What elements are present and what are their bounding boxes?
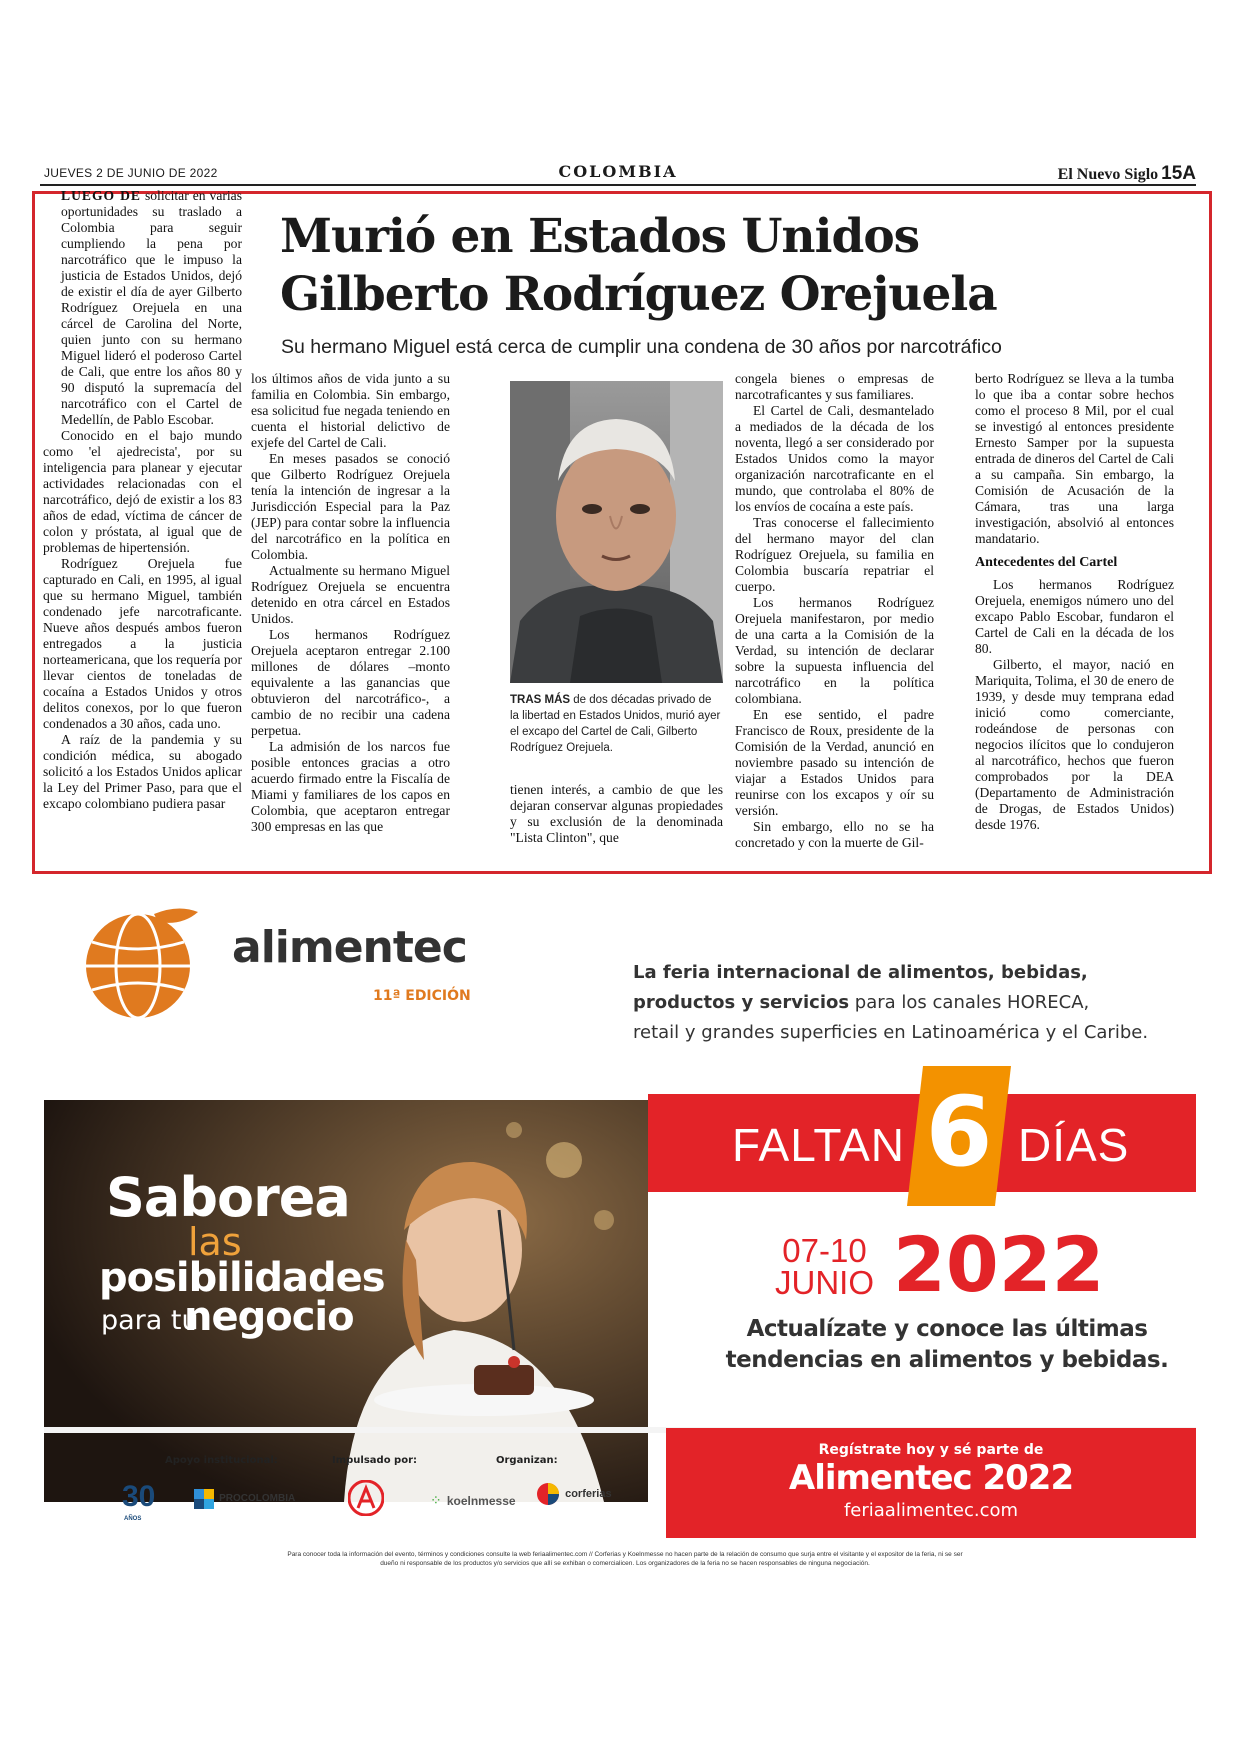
logo-30-anos	[122, 1480, 156, 1522]
logo-30-sub: AÑOS	[124, 1516, 142, 1522]
photo-caption	[510, 692, 723, 756]
article-deck: Su hermano Miguel está cerca de cumplir una condena de 30 años por narcotráfico	[281, 336, 1002, 358]
hero-word-saborea: Saborea	[106, 1166, 350, 1229]
corferias-logo	[536, 1482, 612, 1506]
newspaper-name	[1058, 163, 1196, 185]
ad-sub-line-2: tendencias en alimentos y bebidas.	[725, 1347, 1169, 1373]
paragraph: berto Rodríguez se lleva a la tumba lo que iba a contar sobre hechos como el proceso 8 Mil, por el cual se investigó al entonces presidente Ernesto Samper por la supuesta entrada de dineros del Cartel de Cali a su campaña. Sin embargo, la Comisión de Acusación de la Cámara, tras una larga investigación, absolvió al entonces mandatario.	[975, 371, 1174, 546]
register-line-2: Alimentec 2022	[788, 1458, 1074, 1498]
event-year: 2022	[893, 1220, 1105, 1309]
paragraph: Gilberto, el mayor, nació en Mariquita, Tolima, el 30 de enero de 1939, y desde muy temprana edad inició como comerciante, rodeándose de personas con negocios ilícitos que lo condujeron al narcotráfico, hechos que fueron comprobados por la DEA (Departamento de Administración de Drogas, de Estados Unidos) desde 1976.	[975, 657, 1174, 832]
headline-line-1: Murió en Estados Unidos	[280, 209, 920, 264]
ad-fine-print: Para conocer toda la información del evento, términos y condiciones consulte la web feriaalimentec.com // Corferias y Koelnmesse no hacen parte de la relación de consumo que surja entre el visitante y el expositor de la feria, ni se ser dueño ni responsable de los productos y/o servicios que allí se exhiban o comercialicen. Los organizadores de la feria no se hacen responsables de ninguna negociación.	[287, 1551, 963, 1567]
hero-word-para-tu: para tu	[101, 1305, 199, 1336]
tagline-line-2-bold: productos y servicios	[633, 992, 850, 1013]
organizers-label: Organizan:	[496, 1455, 558, 1466]
logo-30-number: 30	[122, 1480, 156, 1513]
procolombia-text: PROCOLOMBIA	[219, 1493, 296, 1504]
paragraph: En ese sentido, el padre Francisco de Roux, presidente de la Comisión de la Verdad, anunció en noviembre pasado su intención de viajar a Estados Unidos para reunirse con los excapos y oír su versión.	[735, 707, 934, 818]
paragraph: Tras conocerse el fallecimiento del hermano mayor del clan Rodríguez Orejuela, su familia en Colombia buscaría repatriar el cuerpo.	[735, 515, 934, 594]
alimentec-advertisement[interactable]	[0, 880, 1240, 1580]
countdown-dias: DÍAS	[1018, 1119, 1130, 1171]
article-column-5	[975, 371, 1174, 833]
ad-tagline	[633, 958, 1193, 1048]
register-line-1: Regístrate hoy y sé parte de	[818, 1442, 1044, 1458]
paragraph: El Cartel de Cali, desmantelado a mediados de la década de los noventa, llegó a ser considerado por Estados Unidos como la mayor organización narcotraficante en el mundo, que controlaba el 80% de los envíos de cocaína a este país.	[735, 403, 934, 514]
paragraph: Los hermanos Rodríguez Orejuela, enemigos número uno del excapo Pablo Escobar, fundaron el Cartel de Cali en la década de los 80.	[975, 577, 1174, 656]
paragraph: Conocido en el bajo mundo como 'el ajedrecista', por su inteligencia para planear y ejecutar actividades relacionadas con el narcotráfico, dejó de existir a los 83 años de edad, víctima de cáncer de colon y próstata, al igual que de problemas de hipertensión.	[43, 428, 242, 555]
driven-by-label: Impulsado por:	[332, 1455, 418, 1466]
newspaper-title: El Nuevo Siglo	[1057, 166, 1159, 183]
paragraph: Rodríguez Orejuela fue capturado en Cali, en 1995, al igual que su hermano Miguel, también condenado jefe narcotraficante. Nueve años después ambos fueron entregados a la justicia norteamericana, que los requería por llevar cientos de toneladas de cocaína a Estados Unidos y otros delitos conexos, por lo que fueron condenados a 30 años, cada uno.	[43, 556, 242, 731]
paragraph: Actualmente su hermano Miguel Rodríguez Orejuela se encuentra detenido en otra cárcel en Estados Unidos.	[251, 563, 450, 626]
tagline-line-3: retail y grandes superficies en Latinoamérica y el Caribe.	[633, 1022, 1149, 1043]
alimentec-logo-text: alimentec	[232, 922, 467, 973]
paragraph: los últimos años de vida junto a su familia en Colombia. Sin embargo, esa solicitud fue negada teniendo en cuenta el historial delictivo de exjefe del Cartel de Cali.	[251, 371, 450, 450]
edition-label: 11ª EDICIÓN	[373, 988, 471, 1004]
paragraph: La admisión de los narcos fue posible entonces gracias a otro acuerdo firmado entre la Fiscalía de Miami y familiares de los capos en Colombia, que aceptaron entregar 300 empresas en las que	[251, 739, 450, 834]
portrait-photo	[510, 381, 723, 683]
procolombia-square-icon	[194, 1489, 214, 1509]
paragraph: Los hermanos Rodríguez Orejuela aceptaron entregar 2.100 millones de dólares –monto equivalente a las ganancias que obtuvieron del narcotráfico-, a cambio de no recibir una cadena perpetua.	[251, 627, 450, 738]
article-column-2	[251, 371, 450, 835]
issue-date: JUEVES 2 DE JUNIO DE 2022	[44, 166, 218, 180]
hero-word-posibilidades: posibilidades	[99, 1255, 385, 1301]
corferias-icon	[536, 1482, 560, 1506]
countdown-faltan: FALTAN	[732, 1119, 905, 1171]
page-number: 15A	[1161, 163, 1196, 184]
paragraph: A raíz de la pandemia y su condición médica, su abogado solicitó a los Estados Unidos aplicar la Ley del Primer Paso, para que el excapo colombiano pudiera pasar	[43, 732, 242, 811]
caption-lead: TRAS MÁS	[510, 694, 571, 706]
anuga-icon	[348, 1480, 384, 1516]
ad-subheading	[712, 1314, 1182, 1376]
paragraph: En meses pasados se conoció que Gilberto Rodríguez Orejuela tenía la intención de ingresar a la Jurisdicción Especial para la Paz (JEP) para contar sobre la influencia del narcotráfico en la política en Colombia.	[251, 451, 450, 562]
section-title: COLOMBIA	[558, 162, 678, 181]
article-headline	[280, 208, 1200, 324]
tagline-line-1: La feria internacional de alimentos, bebidas,	[633, 962, 1088, 983]
paragraph	[43, 188, 242, 428]
register-website-link[interactable]: feriaalimentec.com	[843, 1500, 1019, 1521]
corferias-text: corferias	[565, 1488, 612, 1500]
section-subheading: Antecedentes del Cartel	[975, 555, 1118, 570]
koelnmesse-dots-icon: ⁘	[430, 1493, 442, 1509]
event-month: JUNIO	[775, 1264, 874, 1301]
page-header	[40, 160, 1196, 186]
hero-word-las: las	[188, 1220, 242, 1264]
support-label: Apoyo institucional:	[165, 1455, 278, 1466]
alimentec-globe-icon	[78, 904, 208, 1022]
countdown-days-number: 6	[925, 1076, 993, 1188]
headline-line-2: Gilberto Rodríguez Orejuela	[280, 267, 997, 322]
paragraph: congela bienes o empresas de narcotraficantes y sus familiares.	[735, 371, 934, 402]
lead-in: LUEGO DE	[61, 188, 141, 203]
koelnmesse-text: koelnmesse	[446, 1494, 516, 1508]
caption-text: de dos décadas privado de la libertad en Estados Unidos, murió ayer el excapo del Cartel de Cali, Gilberto Rodríguez Orejuela.	[510, 694, 721, 754]
hero-word-negocio: negocio	[184, 1294, 354, 1340]
news-article	[32, 188, 1212, 874]
paragraph: tienen interés, a cambio de que les dejaran conservar algunas propiedades y su exclusión de la denominada "Lista Clinton", que	[510, 782, 723, 845]
article-column-1	[43, 188, 242, 812]
event-days: 07-10	[782, 1232, 867, 1269]
paragraph: Los hermanos Rodríguez Orejuela manifestaron, por medio de una carta a la Comisión de la Verdad, su intención de declarar sobre la supuesta influencia del narcotráfico en la política colombiana.	[735, 595, 934, 706]
koelnmesse-logo	[430, 1490, 516, 1509]
portrait-illustration	[510, 381, 723, 683]
event-dates	[775, 1232, 874, 1301]
procolombia-logo	[194, 1488, 295, 1509]
anuga-logo	[348, 1480, 384, 1520]
paragraph: Sin embargo, ello no se ha concretado y con la muerte de Gil-	[735, 819, 934, 850]
article-column-4	[735, 371, 934, 851]
article-column-3	[510, 782, 723, 846]
ad-sub-line-1: Actualízate y conoce las últimas	[746, 1316, 1148, 1342]
paragraph-text: solicitar en varias oportunidades su traslado a Colombia para seguir cumpliendo la pena por narcotráfico que le impuso la justicia de Estados Unidos, dejó de existir el día de ayer Gilberto Rodríguez Orejuela en una cárcel de Carolina del Norte, quien junto con su hermano Miguel lideró el poderoso Cartel de Cali, que entre los años 80 y 90 disputó la supremacía del narcotráfico con el Cartel de Medellín, de Pablo Escobar.	[61, 188, 242, 427]
tagline-line-2: para los canales HORECA,	[849, 992, 1090, 1013]
